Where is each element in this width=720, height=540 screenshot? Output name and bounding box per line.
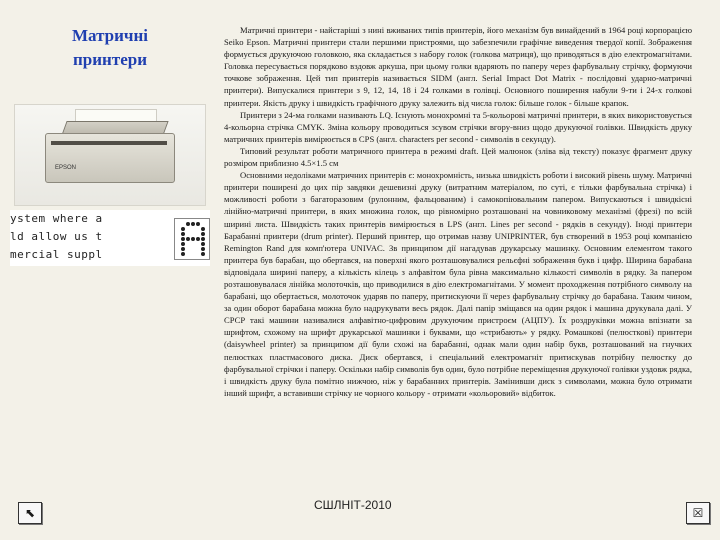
body-paragraph: Матричні принтери - найстаріші з нині вживаних типів принтерів, його механізм був винайдений в 1964 році корпорацією Seiko Epson. Матричні принтери стали першими пристроями, що забезпечили графічне виведення твердої копії. Зображення формується друкуючою головкою, яка складається з набору голок (голкова матриця), що приводяться в дію електромагнітами. Головка пересувається порядково вздовж аркуша, при цьому голки вдаряють по паперу через фарбувальну стрічку, формуючи точкове зображення. Цей тип принтерів називається SIDM (англ. Serial Impact Dot Matrix - послідовні ударно-матричні принтери). Випускалися принтери з 9, 12, 14, 18 і 24 голками в голівці. Основного поширення набули 9-ти і 24-х голкові принтери. Якість друку і швидкість графічного друку залежить від числа голок: більше голок - більше крапок. bbox=[224, 25, 692, 108]
dot bbox=[186, 237, 190, 241]
dot bbox=[181, 237, 185, 241]
back-arrow-icon: ⬉ bbox=[24, 506, 36, 520]
draft-print-sample bbox=[10, 210, 210, 266]
dot bbox=[191, 237, 195, 241]
dot bbox=[201, 237, 205, 241]
dot bbox=[201, 227, 205, 231]
dot bbox=[201, 247, 205, 251]
sample-line: ld allow us t bbox=[10, 230, 103, 243]
body-paragraph: Типовий результат роботи матричного принтера в режимі draft. Цей малюнок (зліва від тексту) показує фрагмент друку розміром приблизно 4.5×1.5 см bbox=[224, 145, 692, 169]
slide-title bbox=[55, 24, 165, 72]
dot bbox=[181, 242, 185, 246]
dot bbox=[181, 227, 185, 231]
sample-line: mercial suppl bbox=[10, 248, 103, 261]
back-button[interactable] bbox=[18, 502, 42, 524]
dot bbox=[191, 222, 195, 226]
dot bbox=[201, 232, 205, 236]
dot bbox=[201, 242, 205, 246]
dot bbox=[201, 252, 205, 256]
slide-body bbox=[224, 24, 692, 399]
dot bbox=[196, 222, 200, 226]
dot bbox=[181, 247, 185, 251]
sample-line: ystem where a bbox=[10, 212, 103, 225]
dot bbox=[181, 232, 185, 236]
dot bbox=[181, 252, 185, 256]
close-button[interactable] bbox=[686, 502, 710, 524]
title-line-2: принтери bbox=[73, 50, 147, 69]
body-paragraph: Основними недоліками матричних принтерів є: монохромність, низька швидкість роботи і високий рівень шуму. Матричні принтери поширені до цих пір завдяки дешевизні друку (витратним матеріалом, по суті, є тільки фарбувальна стрічка) і можливості роботи з багаторазовим (рулонним, фальцованим) і самокопіювальним папером. Випускаються і швидкісні лінійно-матричні принтери, в яких множина голок, що рівномірно розташовані на човниковому механізмі (фрезі) по всій ширині листа. Швидкість таких принтерів вимірюється в LPS (англ. Lines per second - рядків в секунду). Іноді принтери Барабанні принтери (drum printer). Перший принтер, що отримав назву UNIPRINTER, був створений в 1953 році компанією Remington Rand для комп'ютера UNIVAC. Зв принципом дії нагадував друкарську машинку. Основним елементом такого принтера був барабан, що обертався, на поверхні якого розташовувалися рельєфні зображення букв і цифр. Ширина барабана відповідала ширині паперу, а кількість кілець з алфавітом була рівна максимально кількості символів в рядку. За папером розташовувалася лінійка молоточків, що приводилися в дію електромагнітами. У момент проходження потрібного символу на барабані, що обертається, молоточок ударяв по паперу, притискуючи її через фарбувальну стрічку до барабана. Таким чином, за один оборот барабана можна було надрукувати весь рядок. Далі папір зміщався на один рядок і машина друкувала далі. У СРСР такі машини називалися алфавітно-цифровим друкуючим пристроєм (АЦПУ). Їх роздруківки можна впізнати за шрифтом, схожому на шрифт друкарської машинки і буквами, що «стрибають» у рядку. Ромашкові (пелюсткові) принтери (daisywheel printer) за принципом дії були схожі на барабанні, однак мали один набір букв, розташований на гнучких пелюстках пластмасового диска. Диск обертався, і спеціальний електромагніт притискував потрібну пелюстку до фарбувальної стрічки і паперу. Оскільки набір символів був один, було потрібне переміщення друкуючої голівки уздовж рядка, і швидкість друку була помітно нижчою, ніж у барабанних принтерів. Замінивши диск з символами, можна було отримати інший шрифт, а вставивши стрічку не чорного кольору - отримати «кольоровий» відбиток. bbox=[224, 170, 692, 398]
close-icon: ☒ bbox=[692, 506, 704, 520]
dot bbox=[186, 222, 190, 226]
dot-matrix-glyph bbox=[174, 218, 210, 260]
title-line-1: Матричні bbox=[71, 26, 149, 45]
body-paragraph: Принтери з 24-ма голками називають LQ. Існують монохромні та 5-кольорові матричні принтери, в яких використовується 4-кольорна стрічка CMYK. Зміна кольору проводиться зсувом стрічки вгору-вниз щодо друкуючої голівки. Швидкість друку матричних принтерів вимірюється в CPS (англ. characters per second - символів в секунду). bbox=[224, 109, 692, 144]
dot bbox=[196, 237, 200, 241]
footer-label: СШЛНІТ-2010 bbox=[314, 498, 392, 512]
printer-photo bbox=[14, 104, 206, 206]
printer-slot bbox=[51, 141, 167, 145]
printer-brand-label: EPSON bbox=[55, 165, 77, 171]
